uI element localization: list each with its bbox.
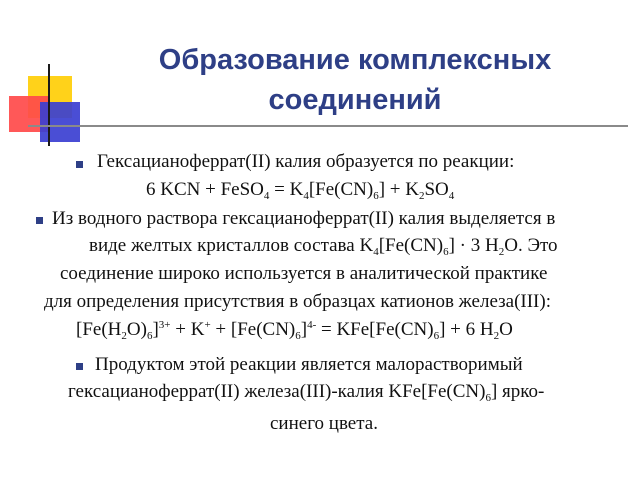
bullet-2-line-2: виде желтых кристаллов состава $K_4[Fe(CN)_6] \cdot 3$ $H_2O$. Это	[89, 235, 558, 258]
bullet-2-line-1: Из водного раствора гексацианоферрат(II) калия выделяется в	[52, 208, 556, 229]
equation-1: 6 KCN + FeSO$_4$ = $K_4[Fe(CN)_6] + K_2SO_4$	[146, 179, 455, 202]
equation-2: $[Fe(H_2O)_6]^{3+} + K^+ + [Fe(CN)_6]^{4-} = KFe[Fe(CN)_6] + 6$ $H_2O$	[76, 319, 513, 342]
decor-vertical-line	[48, 64, 50, 146]
decor-blue-square	[40, 102, 80, 142]
bullet-3-line-3: синего цвета.	[270, 413, 378, 434]
bullet-1-text: Гексацианоферрат(II) калия образуется по реакции:	[97, 151, 515, 172]
slide-title	[100, 40, 610, 120]
bullet-3-line-1: Продуктом этой реакции является малорастворимый	[95, 354, 523, 375]
bullet-marker-3	[76, 363, 83, 370]
bullet-3-line-2: гексацианоферрат(II) железа(III)-калия $KFe[Fe(CN)_6]$ ярко-	[68, 381, 545, 404]
title-line-1: Образование комплексных	[158, 44, 552, 76]
bullet-2-line-4: для определения присутствия в образцах катионов железа(III):	[44, 291, 551, 312]
title-line-2: соединений	[268, 84, 442, 116]
bullet-marker-1	[76, 161, 83, 168]
bullet-marker-2	[36, 217, 43, 224]
title-underline	[28, 125, 628, 127]
bullet-2-line-3: соединение широко используется в аналитической практике	[60, 263, 548, 284]
